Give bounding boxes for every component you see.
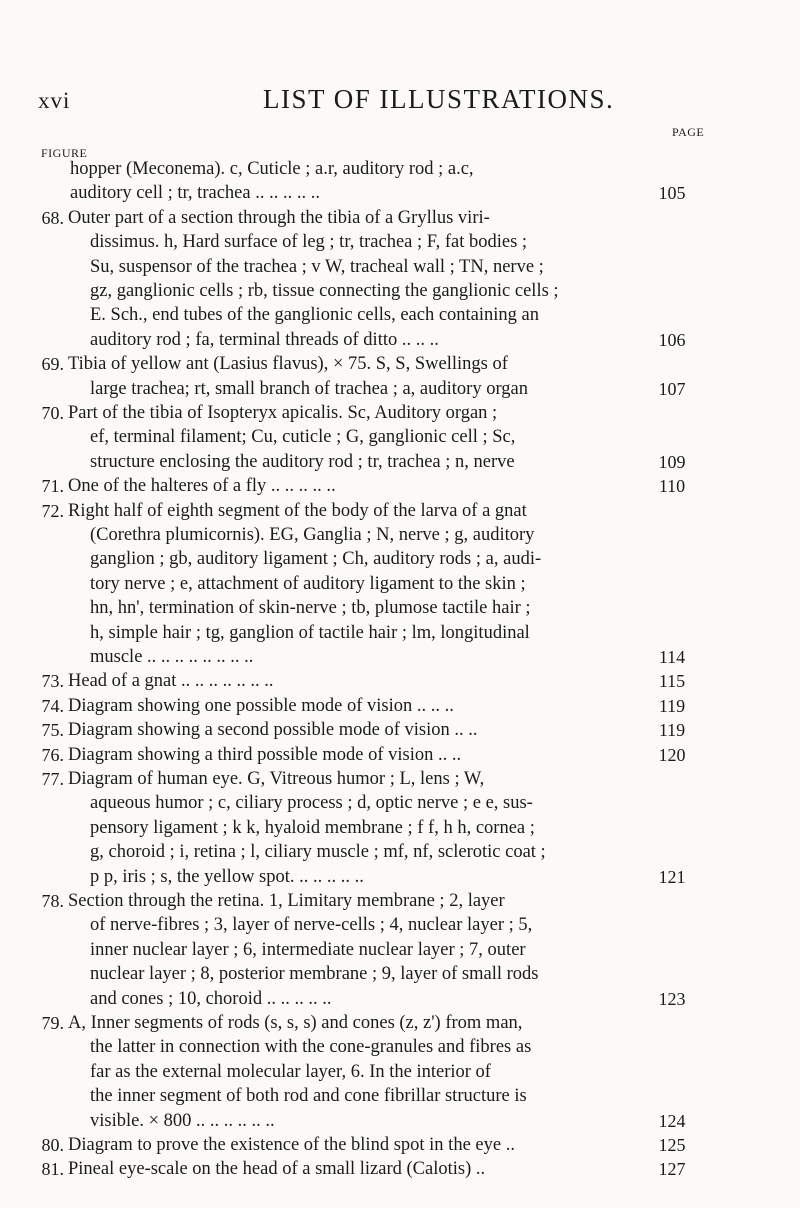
caption-line: E. Sch., end tubes of the ganglionic cells, each containing an <box>90 305 540 326</box>
caption-line: tory nerve ; e, attachment of auditory ligament to the skin ; <box>90 573 526 594</box>
caption-line: h, simple hair ; tg, ganglion of tactile hair ; lm, longitudinal <box>90 622 530 643</box>
caption-line: g, choroid ; i, retina ; l, ciliary muscle ; mf, nf, sclerotic coat ; <box>90 842 546 863</box>
caption-line: nuclear layer ; 8, posterior membrane ; 9, layer of small rods <box>90 964 539 985</box>
caption-line: p p, iris ; s, the yellow spot. .. .. .. .. .. <box>90 866 364 887</box>
column-header-figure: FIGURE <box>41 146 88 160</box>
page-reference: 125 <box>658 1135 686 1155</box>
figure-number: 80. <box>41 1135 64 1155</box>
caption-line: aqueous humor ; c, ciliary process ; d, optic nerve ; e e, sus- <box>90 793 533 814</box>
caption-line: Tibia of yellow ant (Lasius flavus), × 75. S, S, Swellings of <box>68 354 508 375</box>
figure-number: 74. <box>41 695 64 716</box>
figure-number: 77. <box>41 769 64 789</box>
caption-line: One of the halteres of a fly .. .. .. .. .. <box>68 476 336 497</box>
page-reference: 110 <box>658 476 686 497</box>
caption-line: large trachea; rt, small branch of trachea ; a, auditory organ <box>90 378 528 399</box>
figure-number: 73. <box>41 671 64 692</box>
caption-line: Diagram showing a third possible mode of vision .. .. <box>68 744 462 765</box>
caption-line: Outer part of a section through the tibia of a Gryllus viri- <box>68 207 490 228</box>
caption-line: Right half of eighth segment of the body of the larva of a gnat <box>68 500 527 521</box>
caption-line: Part of the tibia of Isopteryx apicalis. Sc, Auditory organ ; <box>68 403 498 423</box>
page-reference: 106 <box>658 329 686 350</box>
page-reference: 109 <box>658 451 686 472</box>
page-reference: 114 <box>658 647 686 667</box>
caption-line: auditory rod ; fa, terminal threads of ditto .. .. .. <box>90 329 439 350</box>
figure-number: 79. <box>41 1013 64 1033</box>
caption-line: Head of a gnat .. .. .. .. .. .. .. <box>68 671 274 692</box>
caption-line: and cones ; 10, choroid .. .. .. .. .. <box>90 988 332 1009</box>
figure-number: 76. <box>41 744 64 765</box>
caption-line: gz, ganglionic cells ; rb, tissue connecting the ganglionic cells ; <box>90 281 559 301</box>
page-reference: 105 <box>658 183 686 204</box>
page-reference: 107 <box>658 378 686 399</box>
page-number: xvi <box>38 88 71 113</box>
figure-number: 75. <box>41 720 64 741</box>
page-reference: 120 <box>658 744 686 765</box>
caption-line: dissimus. h, Hard surface of leg ; tr, trachea ; F, fat bodies ; <box>90 232 528 253</box>
figure-number: 71. <box>41 476 64 497</box>
running-head: LIST OF ILLUSTRATIONS. <box>263 84 615 114</box>
caption-line: pensory ligament ; k k, hyaloid membrane ; f f, h h, cornea ; <box>90 817 535 838</box>
caption-line: ganglion ; gb, auditory ligament ; Ch, auditory rods ; a, audi- <box>90 549 542 570</box>
page-reference: 121 <box>658 866 686 887</box>
caption-line: structure enclosing the auditory rod ; tr, trachea ; n, nerve <box>90 451 515 472</box>
figure-number: 81. <box>41 1159 64 1180</box>
caption-line: inner nuclear layer ; 6, intermediate nuclear layer ; 7, outer <box>90 939 526 960</box>
figure-number: 78. <box>41 891 64 911</box>
caption-line: Section through the retina. 1, Limitary membrane ; 2, layer <box>68 891 505 911</box>
figure-number: 69. <box>41 354 64 375</box>
caption-line: of nerve-fibres ; 3, layer of nerve-cells ; 4, nuclear layer ; 5, <box>90 915 533 936</box>
caption-line: Pineal eye-scale on the head of a small lizard (Calotis) .. <box>68 1159 486 1180</box>
caption-line: Diagram showing a second possible mode of vision .. .. <box>68 720 478 741</box>
caption-line: Diagram to prove the existence of the blind spot in the eye .. <box>68 1135 515 1155</box>
caption-line: hopper (Meconema). c, Cuticle ; a.r, auditory rod ; a.c, <box>70 159 474 179</box>
caption-line: the latter in connection with the cone-granules and fibres as <box>90 1037 532 1058</box>
caption-line: Diagram showing one possible mode of vision .. .. .. <box>68 695 454 716</box>
caption-line: hn, hn', termination of skin-nerve ; tb, plumose tactile hair ; <box>90 598 531 619</box>
caption-line: ef, terminal filament; Cu, cuticle ; G, ganglionic cell ; Sc, <box>90 427 516 448</box>
page-reference: 124 <box>658 1110 686 1131</box>
caption-line: auditory cell ; tr, trachea .. .. .. .. .. <box>70 183 320 204</box>
caption-line: muscle .. .. .. .. .. .. .. .. <box>90 647 254 667</box>
column-header-page: PAGE <box>672 125 705 139</box>
page-reference: 127 <box>658 1159 686 1180</box>
page-reference: 119 <box>658 695 686 716</box>
figure-number: 68. <box>41 207 64 228</box>
figure-number: 70. <box>41 403 64 423</box>
caption-line: Su, suspensor of the trachea ; v W, tracheal wall ; TN, nerve ; <box>90 256 544 277</box>
caption-line: A, Inner segments of rods (s, s, s) and cones (z, z') from man, <box>68 1013 523 1033</box>
caption-line: visible. × 800 .. .. .. .. .. .. <box>90 1110 275 1131</box>
caption-line: (Corethra plumicornis). EG, Ganglia ; N, nerve ; g, auditory <box>90 525 535 545</box>
page-reference: 123 <box>658 988 686 1009</box>
figure-number: 72. <box>41 500 64 521</box>
page-reference: 119 <box>658 720 686 741</box>
caption-line: the inner segment of both rod and cone fibrillar structure is <box>90 1086 527 1107</box>
caption-line: far as the external molecular layer, 6. In the interior of <box>90 1061 491 1082</box>
page-reference: 115 <box>658 671 686 692</box>
caption-line: Diagram of human eye. G, Vitreous humor ; L, lens ; W, <box>68 769 485 789</box>
